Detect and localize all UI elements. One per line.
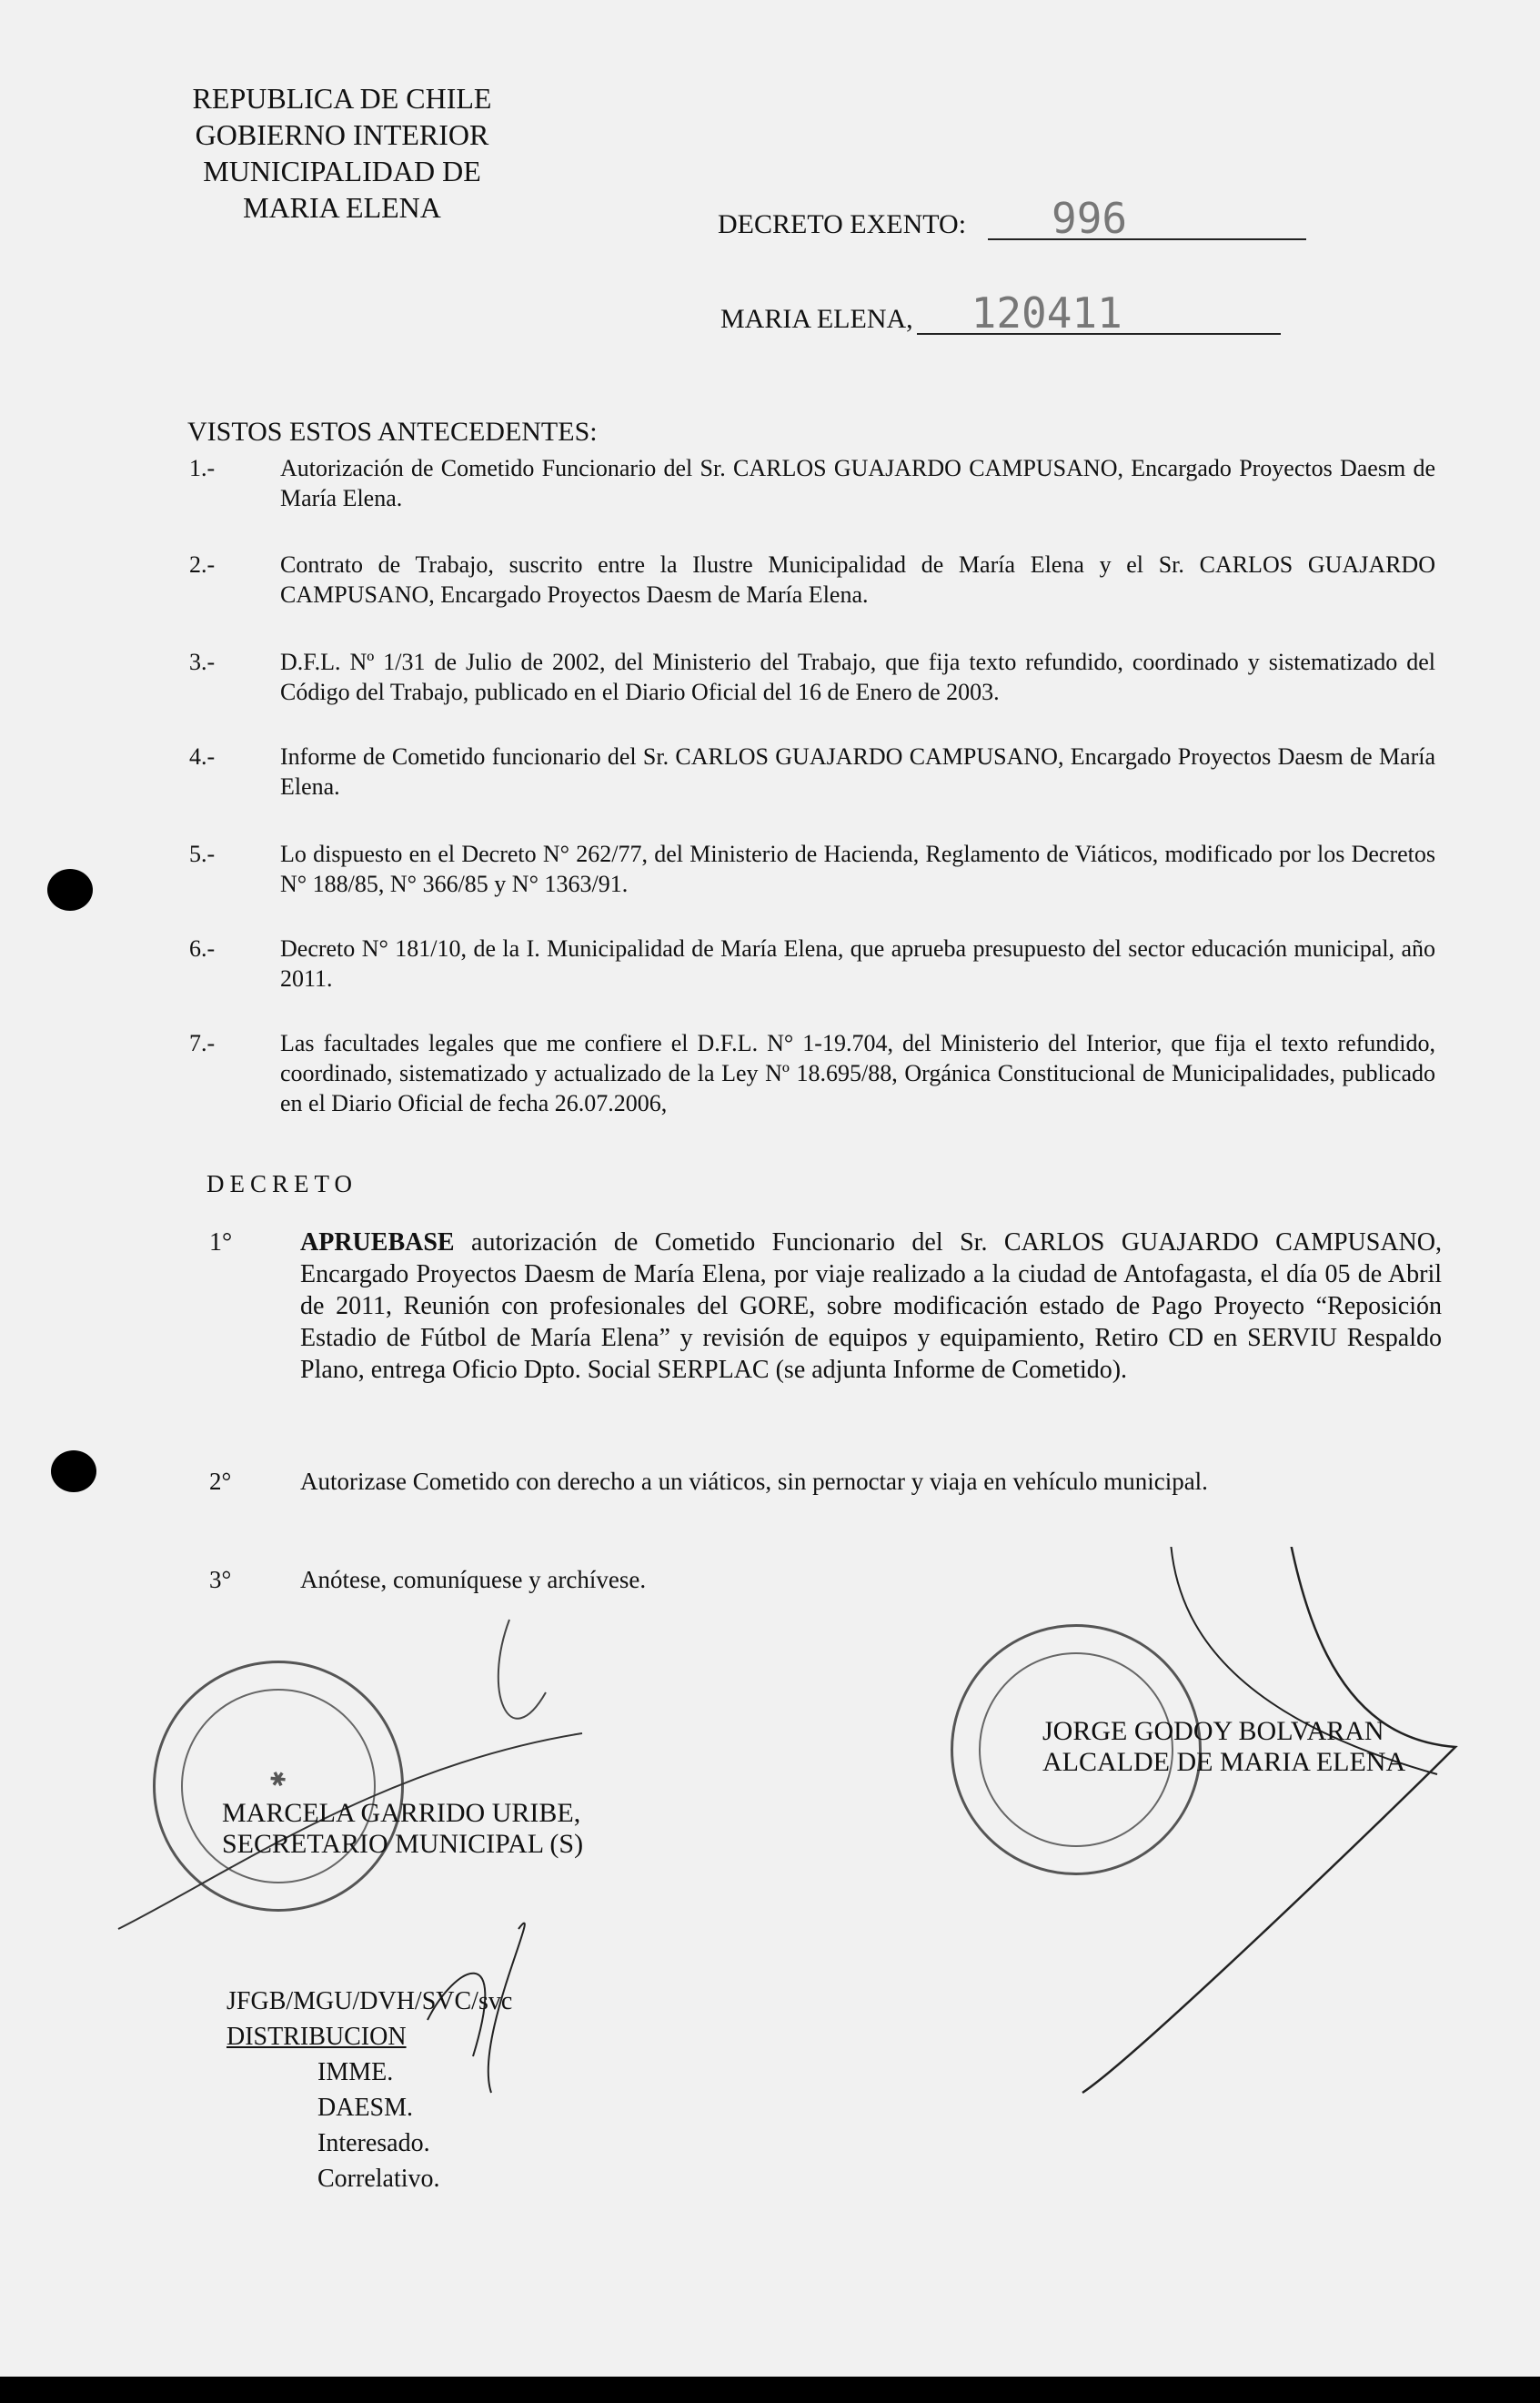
item-number: 6.- — [189, 935, 216, 962]
letterhead-line: MARIA ELENA — [243, 191, 441, 224]
item-number: 7.- — [189, 1030, 216, 1056]
letterhead-line: GOBIERNO INTERIOR — [195, 118, 489, 151]
letterhead — [178, 80, 506, 226]
item-number: 1° — [209, 1228, 233, 1257]
initials: JFGB/MGU/DVH/SVC/svc — [226, 1987, 513, 2015]
vistos-heading: VISTOS ESTOS ANTECEDENTES: — [187, 417, 598, 447]
signer-name: JORGE GODOY BOLVARAN — [1042, 1716, 1384, 1746]
vistos-item: D.F.L. Nº 1/31 de Julio de 2002, del Ministerio del Trabajo, que fija texto refundido, coordinado y sistematizado del Código del Trabajo, publicado en el Diario Oficial del 16 de Enero de 2003. — [280, 649, 1435, 705]
distribution-item: Correlativo. — [317, 2165, 440, 2193]
signer-title: ALCALDE DE MARIA ELENA — [1042, 1747, 1406, 1777]
distribution-item: DAESM. — [317, 2094, 414, 2122]
vistos-item: Lo dispuesto en el Decreto N° 262/77, del Ministerio de Hacienda, Reglamento de Viáticos, modificado por los Decretos N° 188/85, N° 366/85 y N° 1363/91. — [280, 841, 1435, 897]
date-label: MARIA ELENA, — [720, 304, 913, 334]
decreto-item: Autorizase Cometido con derecho a un viáticos, sin pernoctar y viaja en vehículo municipal. — [300, 1468, 1208, 1495]
letterhead-line: REPUBLICA DE CHILE — [192, 82, 492, 115]
item-number: 3.- — [189, 649, 216, 675]
punch-hole — [51, 1450, 96, 1492]
letterhead-line: MUNICIPALIDAD DE — [203, 155, 481, 187]
scan-border — [0, 2377, 1540, 2403]
item-number: 4.- — [189, 743, 216, 770]
decreto-exento-field — [718, 194, 1306, 243]
decreto-heading: DECRETO — [206, 1170, 358, 1197]
decreto-item — [300, 1227, 1442, 1386]
decreto-item: Anótese, comuníquese y archívese. — [300, 1566, 647, 1593]
vistos-item: Las facultades legales que me confiere el D.F.L. N° 1-19.704, del Ministerio del Interior, que fija el texto refundido, coordinado, sistematizado y actualizado de la Ley Nº 18.695/88, Orgánica Constitucional de Municipalidades, publicado en el Diario Oficial de fecha 26.07.2006, — [280, 1030, 1435, 1116]
punch-hole — [47, 869, 93, 911]
distribution-item: Interesado. — [317, 2129, 430, 2157]
date-field — [720, 288, 1281, 338]
vistos-item: Contrato de Trabajo, suscrito entre la Ilustre Municipalidad de María Elena y el Sr. CARLOS GUAJARDO CAMPUSANO, Encargado Proyectos Daesm de María Elena. — [280, 551, 1435, 608]
item-number: 2° — [209, 1468, 232, 1495]
distribution-item: IMME. — [317, 2058, 394, 2086]
item-number: 3° — [209, 1566, 232, 1593]
item-number: 1.- — [189, 455, 216, 481]
distribution-block — [226, 1984, 512, 2196]
decreto-exento-number: 996 — [988, 198, 1306, 240]
distribution-heading: DISTRIBUCION — [226, 2023, 407, 2051]
signature-block-secretary — [222, 1798, 583, 1860]
item-number: 2.- — [189, 551, 216, 578]
date-value: 120411 — [917, 293, 1281, 335]
vistos-item: Autorización de Cometido Funcionario del Sr. CARLOS GUAJARDO CAMPUSANO, Encargado Proyectos Daesm de María Elena. — [280, 455, 1435, 511]
seal-star-icon: ✱ — [266, 1765, 291, 1793]
signer-name: MARCELA GARRIDO URIBE, — [222, 1798, 581, 1828]
apruebase-keyword: APRUEBASE — [300, 1228, 455, 1257]
decreto-exento-label: DECRETO EXENTO: — [718, 209, 967, 239]
vistos-item: Informe de Cometido funcionario del Sr. CARLOS GUAJARDO CAMPUSANO, Encargado Proyectos Daesm de María Elena. — [280, 743, 1435, 800]
decreto-item-text: autorización de Cometido Funcionario del Sr. CARLOS GUAJARDO CAMPUSANO, Encargado Proyectos Daesm de María Elena, por viaje realizado a la ciudad de Antofagasta, el día 05 de Abril de 2011, Reunión con profesionales del GORE, sobre modificación estado de Pago Proyecto “Reposición Estadio de Fútbol de María Elena” y revisión de equipos y equipamiento, Retiro CD en SERVIU Respaldo Plano, entrega Oficio Dpto. Social SERPLAC (se adjunta Informe de Cometido). — [300, 1228, 1442, 1384]
signature-block-mayor — [1042, 1716, 1405, 1778]
signer-title: SECRETARIO MUNICIPAL (S) — [222, 1829, 584, 1859]
item-number: 5.- — [189, 841, 216, 867]
vistos-item: Decreto N° 181/10, de la I. Municipalidad de María Elena, que aprueba presupuesto del sector educación municipal, año 2011. — [280, 935, 1435, 992]
